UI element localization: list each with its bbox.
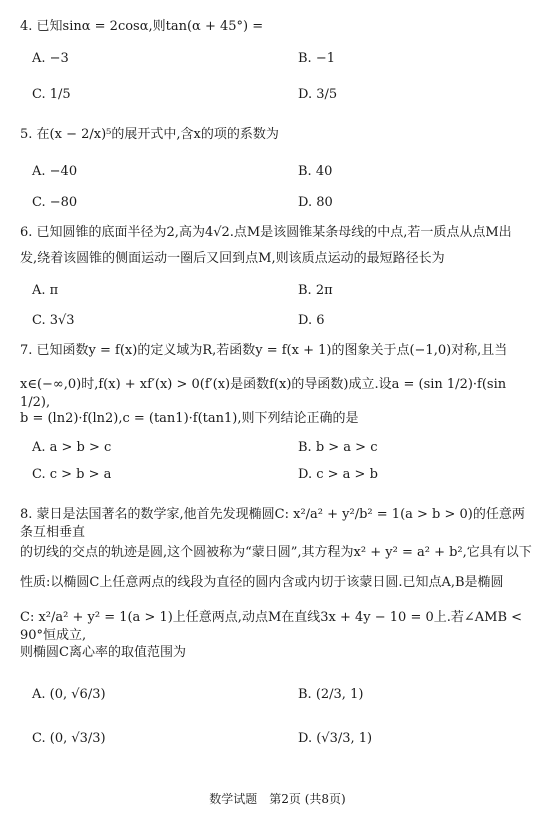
- q6-option-c: C. 3√3: [32, 313, 75, 328]
- q4-option-a: A. −3: [32, 51, 69, 66]
- q5-option-c: C. −80: [32, 195, 78, 210]
- question-6-stem-line-2: 发,绕着该圆锥的侧面运动一圈后又回到点M,则该质点运动的最短路径长为: [20, 251, 445, 266]
- question-8-stem-line-4: C: x²/a² + y² = 1(a > 1)上任意两点,动点M在直线3x + 4y − 10 = 0上.若∠AMB < 90°恒成立,: [20, 610, 523, 643]
- q4-option-d: D. 3/5: [298, 87, 338, 102]
- q7-option-b: B. b > a > c: [298, 440, 378, 455]
- question-7-stem-line-2: x∈(−∞,0)时,f(x) + xf′(x) > 0(f′(x)是函数f(x)的导函数)成立.设a = (sin 1/2)·f(sin 1/2),: [20, 377, 507, 410]
- page-footer: 数学试题 第2页 (共8页): [209, 792, 346, 806]
- q5-option-a: A. −40: [32, 164, 78, 179]
- q4-option-b: B. −1: [298, 51, 335, 66]
- q6-option-b: B. 2π: [298, 283, 333, 298]
- question-8-stem-line-1: 8. 蒙日是法国著名的数学家,他首先发现椭圆C: x²/a² + y²/b² = 1(a > b > 0)的任意两条互相垂直: [20, 507, 525, 540]
- q8-option-c: C. (0, √3/3): [32, 731, 106, 746]
- q7-option-a: A. a > b > c: [32, 440, 112, 455]
- q6-option-d: D. 6: [298, 313, 325, 328]
- question-4-stem: 4. 已知sinα = 2cosα,则tan(α + 45°) =: [20, 19, 264, 34]
- q7-option-c: C. c > b > a: [32, 467, 112, 482]
- q8-option-a: A. (0, √6/3): [32, 687, 106, 702]
- question-5-stem: 5. 在(x − 2/x)⁵的展开式中,含x的项的系数为: [20, 127, 279, 142]
- q8-option-b: B. (2/3, 1): [298, 687, 364, 702]
- q5-option-d: D. 80: [298, 195, 333, 210]
- question-7-stem-line-3: b = (ln2)·f(ln2),c = (tan1)·f(tan1),则下列结论正确的是: [20, 411, 359, 426]
- q6-option-a: A. π: [32, 283, 59, 298]
- question-8-stem-line-5: 则椭圆C离心率的取值范围为: [20, 645, 186, 660]
- q5-option-b: B. 40: [298, 164, 333, 179]
- q7-option-d: D. c > a > b: [298, 467, 378, 482]
- q4-option-c: C. 1/5: [32, 87, 71, 102]
- question-8-stem-line-2: 的切线的交点的轨迹是圆,这个圆被称为“蒙日圆”,其方程为x² + y² = a² + b²,它具有以下: [20, 545, 532, 560]
- question-6-stem-line-1: 6. 已知圆锥的底面半径为2,高为4√2.点M是该圆锥某条母线的中点,若一质点从点M出: [20, 225, 512, 240]
- question-8-stem-line-3: 性质:以椭圆C上任意两点的线段为直径的圆内含或内切于该蒙日圆.已知点A,B是椭圆: [20, 575, 504, 590]
- q8-option-d: D. (√3/3, 1): [298, 731, 373, 746]
- question-7-stem-line-1: 7. 已知函数y = f(x)的定义域为R,若函数y = f(x + 1)的图象关于点(−1,0)对称,且当: [20, 343, 508, 358]
